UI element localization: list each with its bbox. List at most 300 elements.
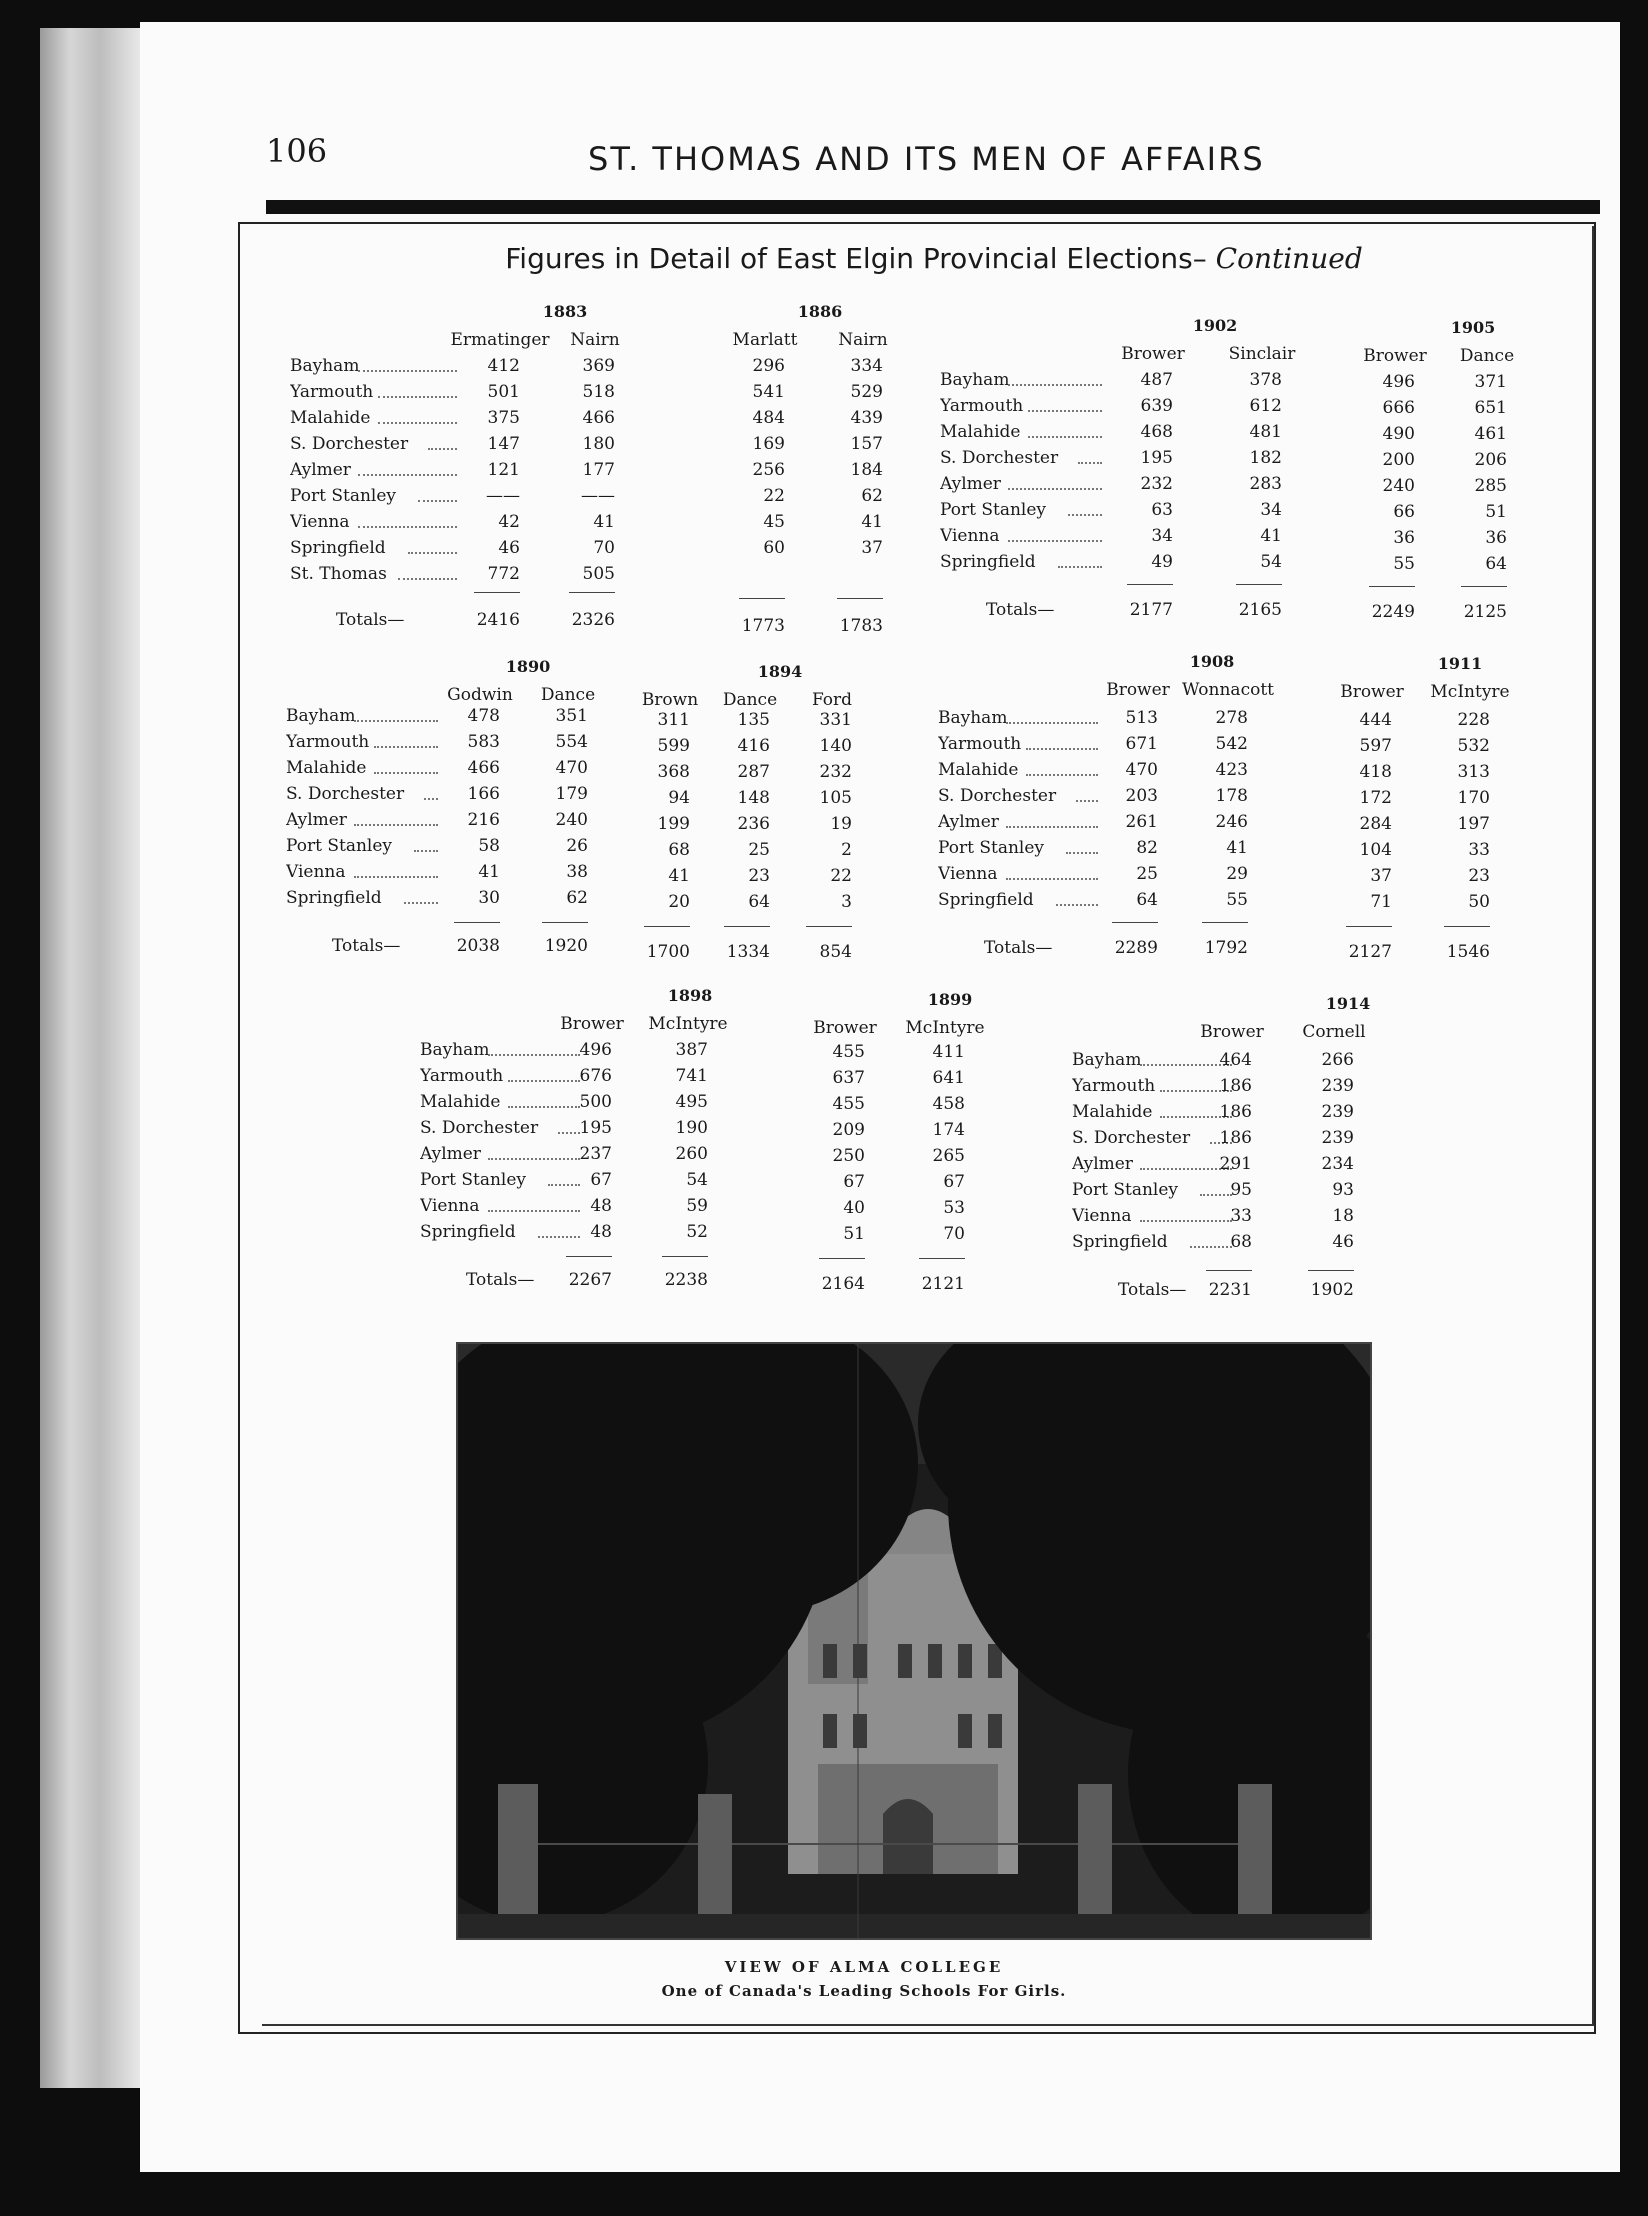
table-year: 1899 xyxy=(927,990,973,1009)
column-header: Dance xyxy=(722,690,778,710)
cell-value: 265 xyxy=(932,1146,965,1166)
cell-value: 195 xyxy=(579,1118,612,1138)
cell-value: 439 xyxy=(850,408,883,428)
total-value: 2326 xyxy=(571,610,615,630)
row-label: Yarmouth xyxy=(286,732,370,752)
row-leader xyxy=(1068,514,1102,516)
total-rule xyxy=(1202,922,1248,923)
cell-value: 250 xyxy=(832,1146,865,1166)
cell-value: 135 xyxy=(737,710,770,730)
cell-value: 36 xyxy=(1393,528,1415,548)
cell-value: 232 xyxy=(819,762,852,782)
row-leader xyxy=(1056,904,1098,906)
cell-value: 278 xyxy=(1215,708,1248,728)
total-value: 2267 xyxy=(568,1270,612,1290)
cell-value: 63 xyxy=(1151,500,1173,520)
cell-value: 246 xyxy=(1215,812,1248,832)
row-leader xyxy=(418,500,457,502)
row-label: Bayham xyxy=(286,706,356,726)
cell-value: 186 xyxy=(1219,1076,1252,1096)
row-leader xyxy=(1006,722,1098,724)
row-leader xyxy=(1078,462,1102,464)
cell-value: 82 xyxy=(1136,838,1158,858)
row-label: Vienna xyxy=(1072,1206,1132,1226)
total-rule xyxy=(644,926,690,927)
cell-value: 232 xyxy=(1140,474,1173,494)
row-label: Yarmouth xyxy=(290,382,374,402)
cell-value: 51 xyxy=(843,1224,865,1244)
total-value: 2249 xyxy=(1371,602,1415,622)
cell-value: 66 xyxy=(1393,502,1415,522)
cell-value: 41 xyxy=(593,512,615,532)
page-edge xyxy=(1620,0,1648,2216)
cell-value: 70 xyxy=(943,1224,965,1244)
table-year: 1898 xyxy=(667,986,713,1005)
total-value: 1792 xyxy=(1204,938,1248,958)
cell-value: 42 xyxy=(498,512,520,532)
row-label: Yarmouth xyxy=(938,734,1022,754)
cell-value: 33 xyxy=(1230,1206,1252,1226)
table-year: 1911 xyxy=(1437,654,1483,673)
row-leader xyxy=(404,902,438,904)
table-year: 1883 xyxy=(542,302,588,321)
total-value: 2038 xyxy=(456,936,500,956)
column-header: Brower xyxy=(813,1018,877,1038)
total-rule xyxy=(739,598,785,599)
cell-value: 291 xyxy=(1219,1154,1252,1174)
total-value: 2238 xyxy=(664,1270,708,1290)
cell-value: 105 xyxy=(819,788,852,808)
cell-value: 18 xyxy=(1332,1206,1354,1226)
cell-value: 93 xyxy=(1332,1180,1354,1200)
cell-value: 500 xyxy=(579,1092,612,1112)
cell-value: 484 xyxy=(752,408,785,428)
cell-value: 285 xyxy=(1474,476,1507,496)
cell-value: 513 xyxy=(1125,708,1158,728)
cell-value: 496 xyxy=(579,1040,612,1060)
column-header: Ermatinger xyxy=(450,330,550,350)
cell-value: 599 xyxy=(657,736,690,756)
row-label: Bayham xyxy=(1072,1050,1142,1070)
book-spine xyxy=(40,28,140,2088)
title-continued: Continued xyxy=(1215,242,1363,275)
column-header: Dance xyxy=(540,685,596,705)
cell-value: 174 xyxy=(932,1120,965,1140)
cell-value: 234 xyxy=(1321,1154,1354,1174)
total-rule xyxy=(919,1258,965,1259)
cell-value: 237 xyxy=(579,1144,612,1164)
total-value: 1334 xyxy=(726,942,770,962)
cell-value: 58 xyxy=(478,836,500,856)
cell-value: 371 xyxy=(1474,372,1507,392)
total-rule xyxy=(474,592,520,593)
cell-value: 554 xyxy=(555,732,588,752)
row-leader xyxy=(358,370,457,372)
cell-value: 68 xyxy=(1230,1232,1252,1252)
row-label: Yarmouth xyxy=(940,396,1024,416)
cell-value: 179 xyxy=(555,784,588,804)
row-label: Port Stanley xyxy=(938,838,1045,858)
cell-value: 741 xyxy=(675,1066,708,1086)
table-year: 1914 xyxy=(1325,994,1371,1013)
cell-value: —— xyxy=(581,486,615,506)
cell-value: 2 xyxy=(841,840,852,860)
row-label: Springfield xyxy=(1072,1232,1168,1252)
total-value: 2177 xyxy=(1129,600,1173,620)
column-header: Brower xyxy=(1200,1022,1264,1042)
cell-value: 166 xyxy=(467,784,500,804)
row-label: Springfield xyxy=(420,1222,516,1242)
row-label: Port Stanley xyxy=(1072,1180,1179,1200)
cell-value: 216 xyxy=(467,810,500,830)
cell-value: 470 xyxy=(1125,760,1158,780)
row-label: Vienna xyxy=(938,864,998,884)
cell-value: 468 xyxy=(1140,422,1173,442)
row-label: Aylmer xyxy=(1072,1154,1133,1174)
row-label: S. Dorchester xyxy=(940,448,1059,468)
total-value: 2121 xyxy=(921,1274,965,1294)
cell-value: 369 xyxy=(582,356,615,376)
table-year: 1894 xyxy=(757,662,803,681)
row-leader xyxy=(428,448,457,450)
cell-value: 455 xyxy=(832,1042,865,1062)
cell-value: 41 xyxy=(861,512,883,532)
table-year: 1886 xyxy=(797,302,843,321)
cell-value: 37 xyxy=(861,538,883,558)
cell-value: 140 xyxy=(819,736,852,756)
cell-value: 203 xyxy=(1125,786,1158,806)
cell-value: 41 xyxy=(1260,526,1282,546)
column-header: Ford xyxy=(811,690,853,710)
row-leader xyxy=(1008,384,1102,386)
cell-value: 46 xyxy=(498,538,520,558)
row-label: Port Stanley xyxy=(290,486,397,506)
cell-value: 186 xyxy=(1219,1102,1252,1122)
cell-value: 641 xyxy=(932,1068,965,1088)
row-leader xyxy=(1008,540,1102,542)
cell-value: 3 xyxy=(841,892,852,912)
cell-value: 311 xyxy=(657,710,690,730)
table-year: 1890 xyxy=(505,657,551,676)
row-label: Port Stanley xyxy=(286,836,393,856)
row-label: Malahide xyxy=(940,422,1021,442)
table-year: 1908 xyxy=(1189,652,1235,671)
cell-value: 46 xyxy=(1332,1232,1354,1252)
cell-value: 147 xyxy=(487,434,520,454)
total-rule xyxy=(569,592,615,593)
row-leader xyxy=(1058,566,1102,568)
cell-value: 532 xyxy=(1457,736,1490,756)
cell-value: 195 xyxy=(1140,448,1173,468)
cell-value: 157 xyxy=(850,434,883,454)
cell-value: 423 xyxy=(1215,760,1248,780)
cell-value: 284 xyxy=(1359,814,1392,834)
cell-value: 190 xyxy=(675,1118,708,1138)
cell-value: 48 xyxy=(590,1222,612,1242)
cell-value: 67 xyxy=(943,1172,965,1192)
cell-value: 20 xyxy=(668,892,690,912)
cell-value: 52 xyxy=(686,1222,708,1242)
row-leader xyxy=(1008,488,1102,490)
cell-value: 287 xyxy=(737,762,770,782)
cell-value: 378 xyxy=(1249,370,1282,390)
total-value: 1920 xyxy=(544,936,588,956)
row-label: Malahide xyxy=(290,408,371,428)
cell-value: 461 xyxy=(1474,424,1507,444)
cell-value: 597 xyxy=(1359,736,1392,756)
cell-value: 172 xyxy=(1359,788,1392,808)
row-leader xyxy=(398,578,457,580)
row-leader xyxy=(374,772,438,774)
total-rule xyxy=(1444,926,1490,927)
cell-value: 651 xyxy=(1474,398,1507,418)
cell-value: 666 xyxy=(1382,398,1415,418)
cell-value: 54 xyxy=(1260,552,1282,572)
row-label: Aylmer xyxy=(938,812,999,832)
cell-value: 612 xyxy=(1249,396,1282,416)
row-label: Vienna xyxy=(940,526,1000,546)
column-header: Marlatt xyxy=(732,330,798,350)
cell-value: 64 xyxy=(1136,890,1158,910)
cell-value: 95 xyxy=(1230,1180,1252,1200)
cell-value: 458 xyxy=(932,1094,965,1114)
total-rule xyxy=(1461,586,1507,587)
cell-value: 53 xyxy=(943,1198,965,1218)
cell-value: 55 xyxy=(1226,890,1248,910)
cell-value: 180 xyxy=(582,434,615,454)
row-label: Malahide xyxy=(420,1092,501,1112)
cell-value: 466 xyxy=(467,758,500,778)
cell-value: 240 xyxy=(555,810,588,830)
cell-value: 23 xyxy=(1468,866,1490,886)
row-label: Bayham xyxy=(938,708,1008,728)
cell-value: 236 xyxy=(737,814,770,834)
column-header: Nairn xyxy=(570,330,620,350)
row-label: Malahide xyxy=(1072,1102,1153,1122)
row-label: Bayham xyxy=(420,1040,490,1060)
cell-value: 334 xyxy=(850,356,883,376)
column-header: Brower xyxy=(1340,682,1404,702)
cell-value: 62 xyxy=(566,888,588,908)
cell-value: 206 xyxy=(1474,450,1507,470)
cell-value: 416 xyxy=(737,736,770,756)
total-rule xyxy=(566,1256,612,1257)
cell-value: 182 xyxy=(1249,448,1282,468)
cell-value: 33 xyxy=(1468,840,1490,860)
cell-value: 444 xyxy=(1359,710,1392,730)
column-header: McIntyre xyxy=(648,1014,728,1034)
cell-value: 26 xyxy=(566,836,588,856)
cell-value: 490 xyxy=(1382,424,1415,444)
row-leader xyxy=(358,526,457,528)
cell-value: 60 xyxy=(763,538,785,558)
column-header: Nairn xyxy=(838,330,888,350)
row-label: S. Dorchester xyxy=(938,786,1057,806)
cell-value: 228 xyxy=(1457,710,1490,730)
cell-value: 501 xyxy=(487,382,520,402)
cell-value: 368 xyxy=(657,762,690,782)
cell-value: 41 xyxy=(668,866,690,886)
cell-value: 169 xyxy=(752,434,785,454)
cell-value: 25 xyxy=(748,840,770,860)
total-rule xyxy=(1346,926,1392,927)
cell-value: 209 xyxy=(832,1120,865,1140)
total-value: 2125 xyxy=(1463,602,1507,622)
column-header: Sinclair xyxy=(1228,344,1296,364)
column-header: Cornell xyxy=(1302,1022,1366,1042)
column-header: Brower xyxy=(1106,680,1170,700)
cell-value: 62 xyxy=(861,486,883,506)
cell-value: 71 xyxy=(1370,892,1392,912)
header-rule xyxy=(266,200,1600,214)
cell-value: 186 xyxy=(1219,1128,1252,1148)
row-label: Bayham xyxy=(940,370,1010,390)
cell-value: 529 xyxy=(850,382,883,402)
cell-value: 64 xyxy=(1485,554,1507,574)
cell-value: 542 xyxy=(1215,734,1248,754)
row-leader xyxy=(354,876,438,878)
cell-value: 412 xyxy=(487,356,520,376)
page-number: 106 xyxy=(266,132,328,170)
row-label: St. Thomas xyxy=(290,564,387,584)
cell-value: 104 xyxy=(1359,840,1392,860)
cell-value: 481 xyxy=(1249,422,1282,442)
row-leader xyxy=(1026,748,1098,750)
table-year: 1905 xyxy=(1450,318,1496,337)
row-leader xyxy=(1006,826,1098,828)
row-label: Malahide xyxy=(938,760,1019,780)
column-header: McIntyre xyxy=(1430,682,1510,702)
cell-value: 313 xyxy=(1457,762,1490,782)
cell-value: 49 xyxy=(1151,552,1173,572)
total-rule xyxy=(1369,586,1415,587)
row-label: S. Dorchester xyxy=(420,1118,539,1138)
cell-value: 387 xyxy=(675,1040,708,1060)
row-leader xyxy=(1028,410,1102,412)
cell-value: 34 xyxy=(1260,500,1282,520)
row-label: Port Stanley xyxy=(420,1170,527,1190)
photo-caption-subtitle: One of Canada's Leading Schools For Girls. xyxy=(661,1982,1067,2000)
cell-value: 495 xyxy=(675,1092,708,1112)
cell-value: 266 xyxy=(1321,1050,1354,1070)
cell-value: 59 xyxy=(686,1196,708,1216)
cell-value: 239 xyxy=(1321,1128,1354,1148)
total-rule xyxy=(1236,584,1282,585)
cell-value: 22 xyxy=(830,866,852,886)
row-leader xyxy=(354,720,438,722)
row-leader xyxy=(1028,436,1102,438)
cell-value: 637 xyxy=(832,1068,865,1088)
total-rule xyxy=(662,1256,708,1257)
cell-value: 375 xyxy=(487,408,520,428)
row-leader xyxy=(1026,774,1098,776)
cell-value: 40 xyxy=(843,1198,865,1218)
total-value: 1902 xyxy=(1310,1280,1354,1300)
row-leader xyxy=(374,746,438,748)
cell-value: 256 xyxy=(752,460,785,480)
cell-value: 470 xyxy=(555,758,588,778)
cell-value: 455 xyxy=(832,1094,865,1114)
cell-value: 37 xyxy=(1370,866,1392,886)
cell-value: 148 xyxy=(737,788,770,808)
cell-value: 121 xyxy=(487,460,520,480)
row-label: Springfield xyxy=(938,890,1034,910)
cell-value: 67 xyxy=(843,1172,865,1192)
running-head: ST. THOMAS AND ITS MEN OF AFFAIRS xyxy=(588,140,1265,178)
total-rule xyxy=(1112,922,1158,923)
cell-value: 29 xyxy=(1226,864,1248,884)
total-rule xyxy=(1127,584,1173,585)
row-label: Aylmer xyxy=(940,474,1001,494)
row-label: S. Dorchester xyxy=(1072,1128,1191,1148)
total-rule xyxy=(1206,1270,1252,1271)
photo-illustration xyxy=(458,1344,1370,1938)
cell-value: 178 xyxy=(1215,786,1248,806)
row-leader xyxy=(408,552,457,554)
row-leader xyxy=(1006,878,1098,880)
cell-value: 45 xyxy=(763,512,785,532)
row-label: Aylmer xyxy=(286,810,347,830)
row-label: Bayham xyxy=(290,356,360,376)
cell-value: 239 xyxy=(1321,1076,1354,1096)
cell-value: 541 xyxy=(752,382,785,402)
cell-value: 41 xyxy=(478,862,500,882)
total-value: 854 xyxy=(819,942,852,962)
row-label: Springfield xyxy=(290,538,386,558)
row-label: Springfield xyxy=(940,552,1036,572)
row-label: Springfield xyxy=(286,888,382,908)
cell-value: 41 xyxy=(1226,838,1248,858)
row-label: Vienna xyxy=(420,1196,480,1216)
cell-value: 200 xyxy=(1382,450,1415,470)
row-label: Vienna xyxy=(290,512,350,532)
cell-value: —— xyxy=(486,486,520,506)
total-rule xyxy=(542,922,588,923)
totals-label: Totals— xyxy=(984,938,1053,958)
totals-label: Totals— xyxy=(986,600,1055,620)
cell-value: 466 xyxy=(582,408,615,428)
row-leader xyxy=(354,824,438,826)
cell-value: 464 xyxy=(1219,1050,1252,1070)
total-rule xyxy=(806,926,852,927)
column-header: Brower xyxy=(1363,346,1427,366)
cell-value: 772 xyxy=(487,564,520,584)
cell-value: 197 xyxy=(1457,814,1490,834)
total-value: 1773 xyxy=(741,616,785,636)
total-rule xyxy=(837,598,883,599)
row-leader xyxy=(378,422,457,424)
cell-value: 505 xyxy=(582,564,615,584)
row-label: S. Dorchester xyxy=(286,784,405,804)
cell-value: 518 xyxy=(582,382,615,402)
total-value: 1783 xyxy=(839,616,883,636)
cell-value: 411 xyxy=(932,1042,965,1062)
cell-value: 199 xyxy=(657,814,690,834)
cell-value: 50 xyxy=(1468,892,1490,912)
column-header: Godwin xyxy=(447,685,513,705)
total-value: 1546 xyxy=(1446,942,1490,962)
row-leader xyxy=(414,850,438,852)
row-label: Yarmouth xyxy=(420,1066,504,1086)
cell-value: 68 xyxy=(668,840,690,860)
row-leader xyxy=(378,396,457,398)
cell-value: 671 xyxy=(1125,734,1158,754)
cell-value: 23 xyxy=(748,866,770,886)
page-title: Figures in Detail of East Elgin Provincial Elections– Continued xyxy=(505,242,1363,275)
row-leader xyxy=(424,798,438,800)
column-header: Brower xyxy=(1121,344,1185,364)
cell-value: 70 xyxy=(593,538,615,558)
